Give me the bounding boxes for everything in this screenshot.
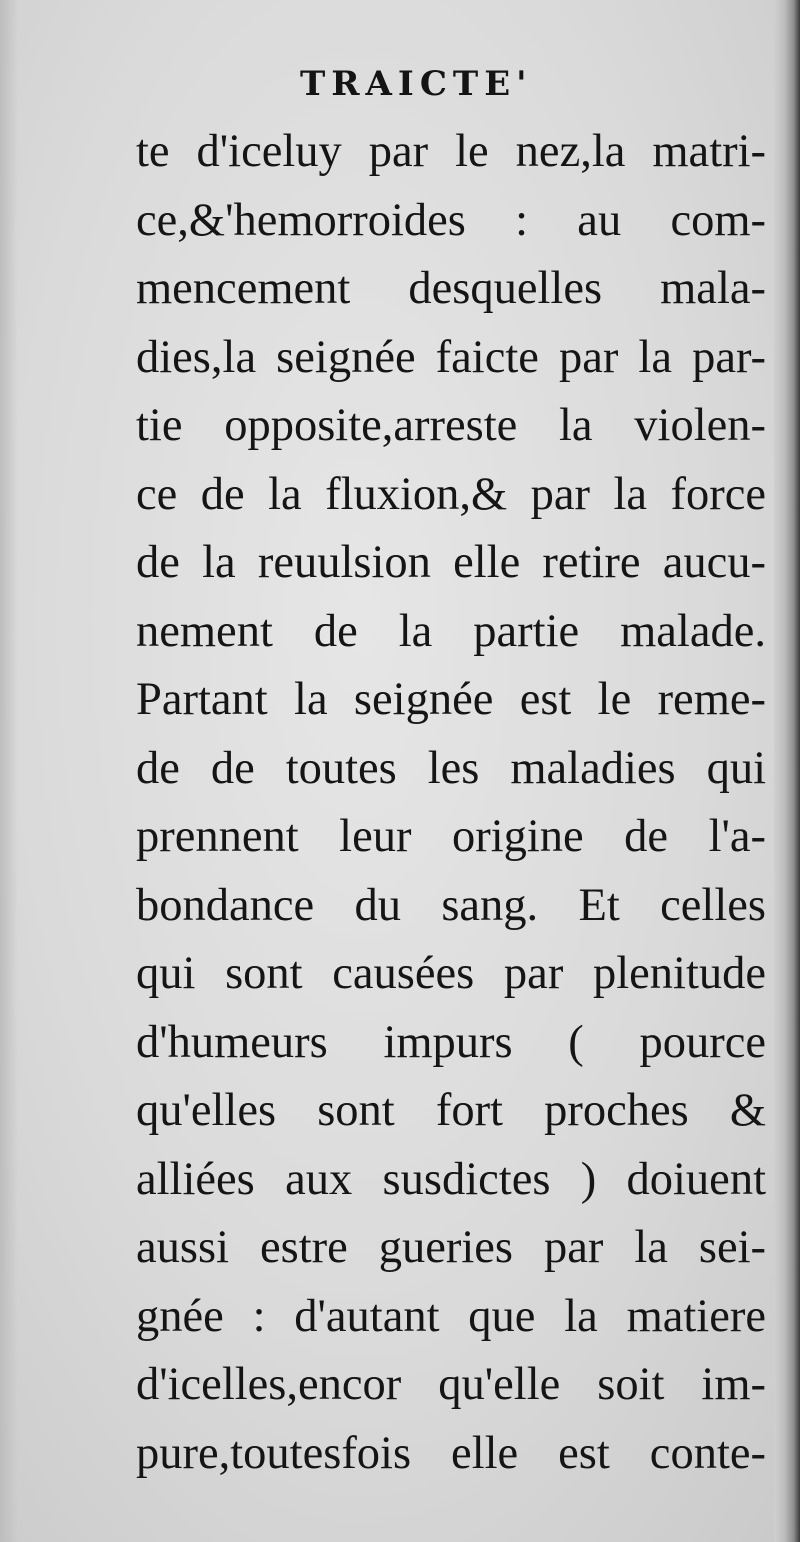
running-head: TRAICTE': [300, 64, 533, 104]
text-line: nement de la partie malade.: [136, 605, 766, 657]
text-line: de de toutes les maladies qui: [136, 742, 766, 794]
text-line: de la reuulsion elle retire aucu-: [136, 537, 766, 588]
text-line: ce,&'hemorroides : au com-: [136, 194, 766, 246]
text-line: mencement desquelles mala-: [136, 263, 766, 314]
text-line: qu'elles sont fort proches &: [136, 1085, 766, 1136]
text-line: qui sont causées par plenitude: [136, 948, 766, 999]
text-line: ce de la fluxion,& par la force: [136, 468, 766, 520]
body-text: [136, 118, 776, 1488]
text-line: dies,la seignée faicte par la par-: [136, 331, 766, 383]
text-line: d'humeurs impurs ( pource: [136, 1016, 766, 1068]
text-line: aussi estre gueries par la sei-: [136, 1222, 766, 1273]
text-line: te d'iceluy par le nez,la matri-: [136, 126, 766, 177]
text-line: tie opposite,arreste la violen-: [136, 400, 766, 451]
text-line: prennent leur origine de l'a-: [136, 811, 766, 862]
text-line: d'icelles,encor qu'elle soit im-: [136, 1359, 766, 1410]
text-line: pure,toutesfois elle est conte-: [136, 1427, 766, 1479]
text-line: alliées aux susdictes ) doiuent: [136, 1153, 766, 1205]
page-gutter-shadow: [0, 0, 18, 1542]
text-line: Partant la seignée est le reme-: [136, 674, 766, 725]
text-line: bondance du sang. Et celles: [136, 879, 766, 931]
page-edge: [774, 0, 800, 1542]
text-line: gnée : d'autant que la matiere: [136, 1290, 766, 1342]
